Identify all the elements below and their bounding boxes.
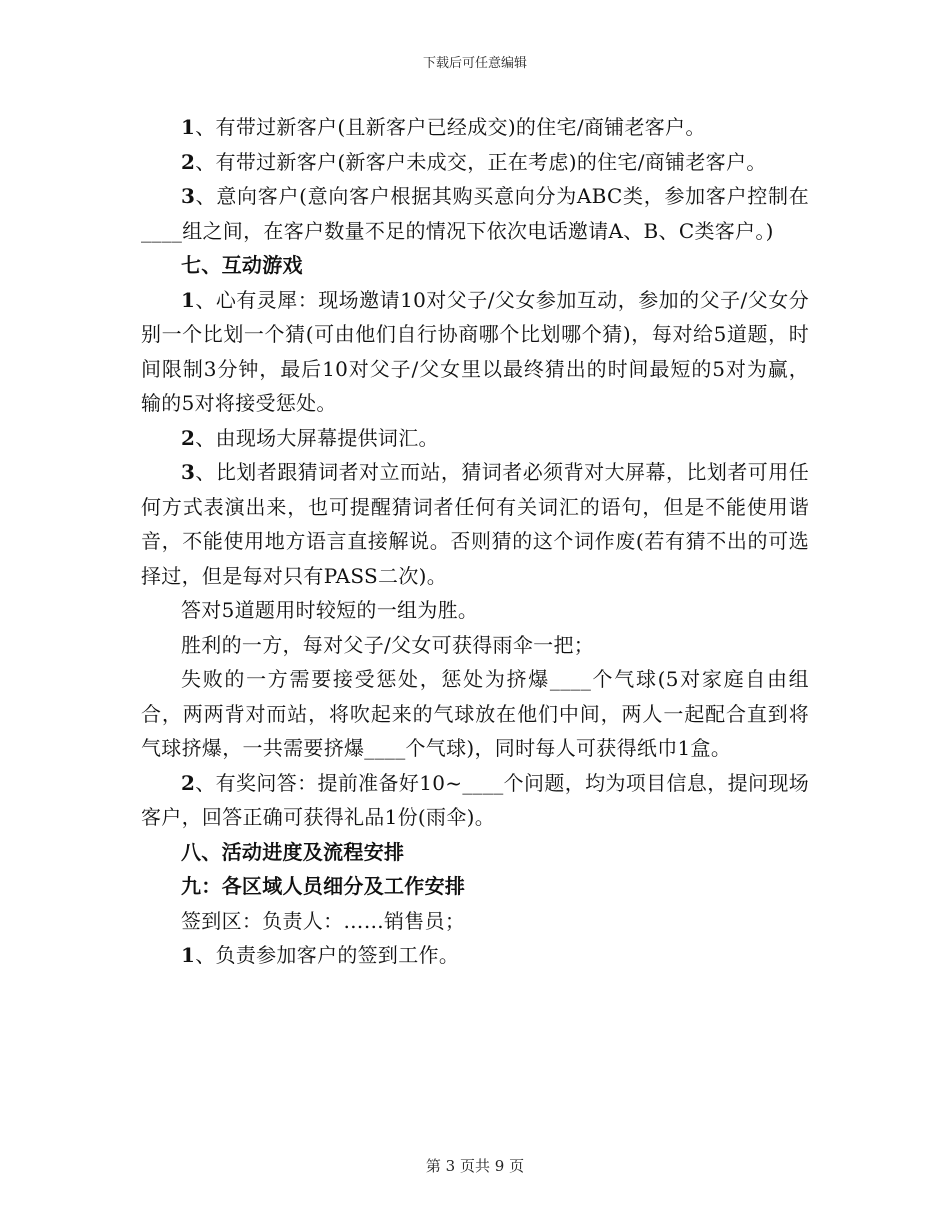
paragraph	[141, 938, 809, 973]
document-body	[141, 110, 809, 973]
paragraph	[141, 455, 809, 593]
paragraph	[141, 145, 809, 180]
item-number: 1	[181, 115, 196, 139]
paragraph: 失败的一方需要接受惩处，惩处为挤爆____个气球(5对家庭自由组合，两两背对而站，将吹起来的气球放在他们中间，两人一起配合直到将气球挤爆，一共需要挤爆____个气球)，同时每人可获得纸巾1盒。	[141, 667, 809, 760]
section-heading: 七、互动游戏	[181, 253, 303, 277]
paragraph-text: 、意向客户(意向客户根据其购买意向分为ABC类，参加客户控制在____组之间，在客户数量不足的情况下依次电话邀请A、B、C类客户。)	[141, 184, 809, 243]
paragraph	[141, 766, 809, 835]
item-number: 2	[181, 770, 196, 795]
item-number: 1	[181, 943, 196, 967]
paragraph: 答对5道题用时较短的一组为胜。	[181, 598, 479, 622]
paragraph-text: 、有带过新客户(新客户未成交，正在考虑)的住宅/商铺老客户。	[195, 149, 767, 174]
paragraph	[141, 421, 809, 456]
item-number: 3	[181, 184, 196, 208]
item-number: 2	[181, 149, 196, 174]
paragraph-text: 、比划者跟猜词者对立而站，猜词者必须背对大屏幕，比划者可用任何方式表演出来，也可提醒猜词者任何有关词汇的语句，但是不能使用谐音，不能使用地方语言直接解说。否则猜的这个词作废(若有猜不出的可选择过，但是每对只有PASS二次)。	[141, 460, 809, 588]
paragraph	[141, 110, 809, 145]
item-number: 2	[181, 425, 196, 450]
paragraph: 胜利的一方，每对父子/父女可获得雨伞一把；	[181, 632, 595, 657]
paragraph-text: 、由现场大屏幕提供词汇。	[195, 425, 439, 450]
page-header: 下载后可任意编辑	[422, 56, 527, 71]
paragraph: 签到区：负责人：……销售员；	[181, 908, 466, 933]
section-heading: 九：各区域人员细分及工作安排	[181, 874, 466, 898]
paragraph	[141, 179, 809, 248]
page-footer: 第 3 页共 9 页	[425, 1157, 525, 1175]
paragraph-text: 、有奖问答：提前准备好10~____个问题，均为项目信息，提问现场客户，回答正确可获得礼品1份(雨伞)。	[141, 770, 809, 829]
item-number: 3	[181, 460, 196, 484]
paragraph	[141, 283, 809, 421]
paragraph-text: 、有带过新客户(且新客户已经成交)的住宅/商铺老客户。	[195, 115, 706, 139]
paragraph-text: 、负责参加客户的签到工作。	[195, 943, 460, 967]
section-heading: 八、活动进度及流程安排	[181, 839, 405, 864]
item-number: 1	[181, 287, 196, 312]
paragraph-text: 、心有灵犀：现场邀请10对父子/父女参加互动，参加的父子/父女分别一个比划一个猜(可由他们自行协商哪个比划哪个猜)，每对给5道题，时间限制3分钟，最后10对父子/父女里以最终猜出的时间最短的5对为赢，输的5对将接受惩处。	[141, 287, 809, 415]
